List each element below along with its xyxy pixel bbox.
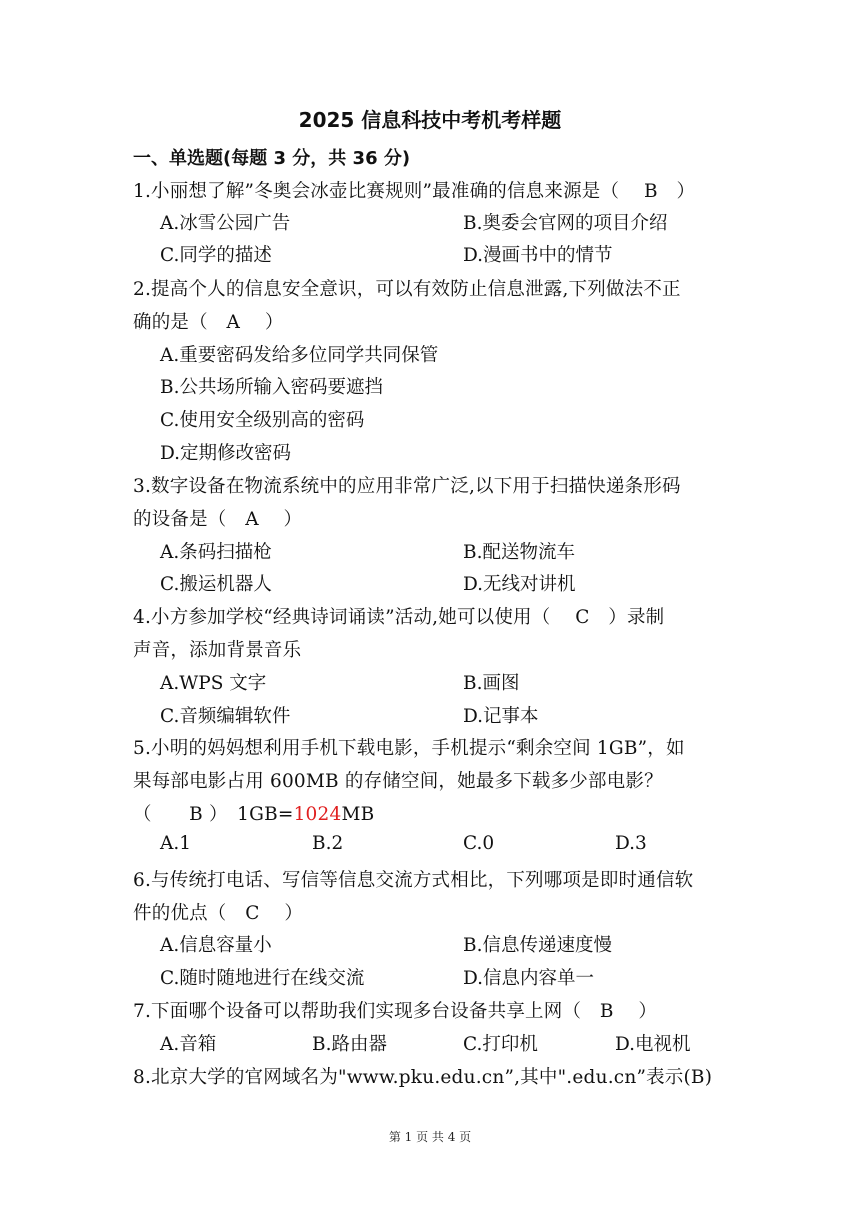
- q6-option-a: A.信息容量小: [160, 935, 272, 956]
- q2-option-b: B.公共场所输入密码要遮挡: [160, 377, 383, 398]
- section-heading: 一、单选题(每题 3 分，共 36 分): [133, 148, 411, 169]
- q4-option-d: D.记事本: [463, 706, 539, 727]
- q5-option-a: A.1: [160, 833, 192, 854]
- question-5-stem-line2: 果每部电影占用 600MB 的存储空间，她最多下载多少部电影？: [133, 771, 663, 792]
- q2-option-a: A.重要密码发给多位同学共同保管: [160, 345, 439, 366]
- page-title: 2025 信息科技中考机考样题: [298, 108, 562, 132]
- q3-option-b: B.配送物流车: [463, 542, 575, 563]
- question-4-stem-line2: 声音，添加背景音乐: [133, 640, 302, 661]
- q4-option-c: C.音频编辑软件: [160, 706, 291, 727]
- q5-answer-text: （ B ） 1GB=: [133, 804, 294, 825]
- question-6-stem-line1: 6.与传统打电话、写信等信息交流方式相比，下列哪项是即时通信软: [133, 870, 694, 891]
- question-7-stem: 7.下面哪个设备可以帮助我们实现多台设备共享上网（ B ）: [133, 1001, 658, 1022]
- q7-option-b: B.路由器: [312, 1034, 387, 1055]
- q6-option-c: C.随时随地进行在线交流: [160, 968, 365, 989]
- q3-option-a: A.条码扫描枪: [160, 542, 272, 563]
- q4-option-b: B.画图: [463, 673, 520, 694]
- q1-option-c: C.同学的描述: [160, 245, 272, 266]
- q6-option-d: D.信息内容单一: [463, 968, 595, 989]
- q5-option-b: B.2: [312, 833, 344, 854]
- question-1-stem: 1.小丽想了解”冬奥会冰壶比赛规则”最准确的信息来源是（ B ）: [133, 181, 696, 202]
- q7-option-d: D.电视机: [615, 1034, 691, 1055]
- question-2-stem-line1: 2.提高个人的信息安全意识，可以有效防止信息泄露,下列做法不正: [133, 279, 681, 300]
- q1-option-b: B.奥委会官网的项目介绍: [463, 213, 668, 234]
- q5-highlight-number: 1024: [293, 804, 342, 825]
- question-3-stem-line1: 3.数字设备在物流系统中的应用非常广泛,以下用于扫描快递条形码: [133, 476, 681, 497]
- page-footer: 第 1 页 共 4 页: [388, 1130, 472, 1144]
- q7-option-a: A.音箱: [160, 1034, 217, 1055]
- q3-option-d: D.无线对讲机: [463, 574, 576, 595]
- question-5-stem-line3: [133, 800, 374, 826]
- q1-option-d: D.漫画书中的情节: [463, 245, 613, 266]
- q6-option-b: B.信息传递速度慢: [463, 935, 612, 956]
- q5-option-d: D.3: [615, 833, 647, 854]
- question-8-stem: 8.北京大学的官网域名为"www.pku.edu.cn”,其中".edu.cn”表示(B): [133, 1067, 713, 1088]
- question-2-stem-line2: 确的是（ A ）: [133, 312, 284, 333]
- question-6-stem-line2: 件的优点（ C ）: [133, 903, 304, 924]
- q5-option-c: C.0: [463, 833, 495, 854]
- q3-option-c: C.搬运机器人: [160, 574, 272, 595]
- question-5-stem-line1: 5.小明的妈妈想利用手机下载电影，手机提示“剩余空间 1GB”，如: [133, 738, 685, 759]
- q2-option-d: D.定期修改密码: [160, 443, 292, 464]
- question-4-stem-line1: 4.小方参加学校“经典诗词诵读”活动,她可以使用（ C ）录制: [133, 607, 665, 628]
- q1-option-a: A.冰雪公园广告: [160, 213, 291, 234]
- q7-option-c: C.打印机: [463, 1034, 538, 1055]
- q2-option-c: C.使用安全级别高的密码: [160, 410, 365, 431]
- question-3-stem-line2: 的设备是（ A ）: [133, 509, 303, 530]
- q5-unit: MB: [341, 804, 375, 825]
- q4-option-a: A.WPS 文字: [160, 673, 267, 694]
